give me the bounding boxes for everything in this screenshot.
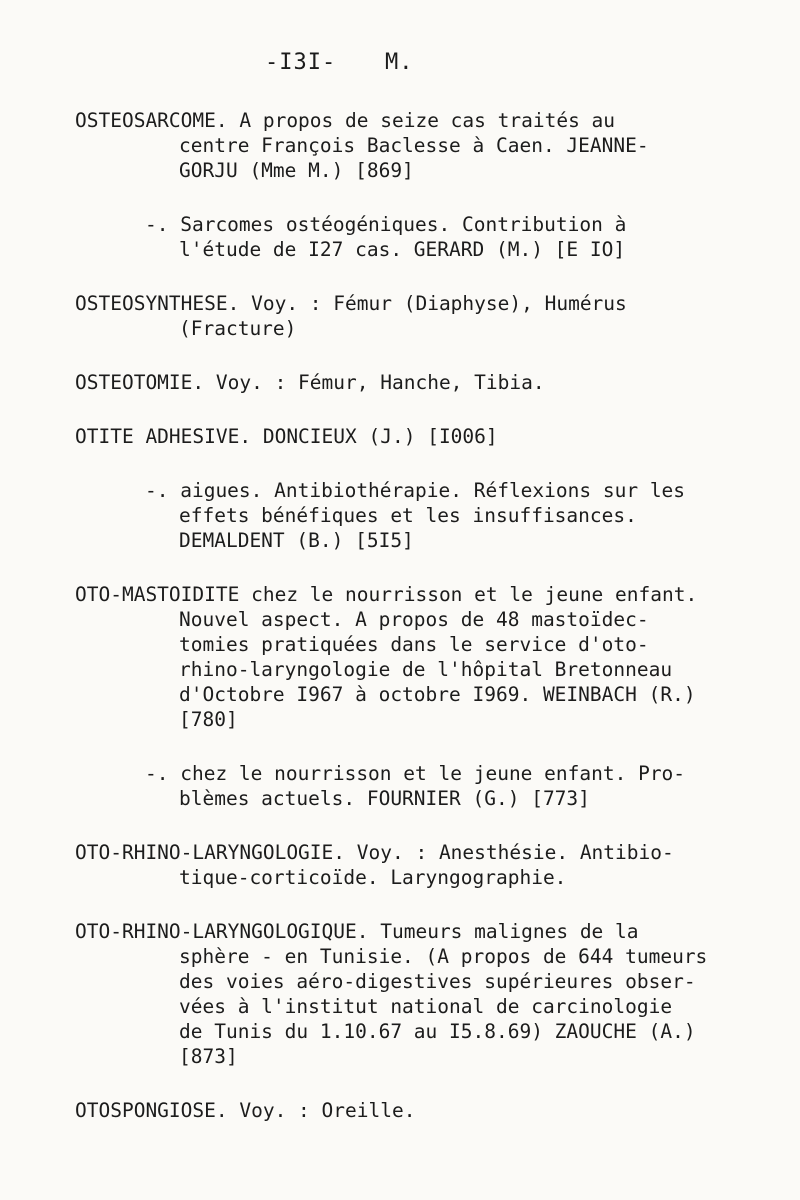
entry-line: GORJU (Mme M.) [869]: [179, 159, 414, 182]
section-letter: M.: [385, 50, 414, 75]
index-entry: [0, 582, 800, 732]
index-entry: [0, 108, 800, 183]
entry-line: tique-corticoïde. Laryngographie.: [179, 866, 567, 889]
entry-line: [873]: [179, 1045, 238, 1068]
entry-line: tomies pratiquées dans le service d'oto-: [179, 633, 649, 656]
entry-line: OTO-RHINO-LARYNGOLOGIE. Voy. : Anesthésie. Antibio-: [75, 841, 674, 864]
index-entry: [0, 840, 800, 890]
index-entry: [0, 1098, 800, 1123]
entry-line: OSTEOSYNTHESE. Voy. : Fémur (Diaphyse), Humérus: [75, 292, 627, 315]
entry-line: [780]: [179, 708, 238, 731]
index-entry: [0, 291, 800, 341]
entry-line: Nouvel aspect. A propos de 48 mastoïdec-: [179, 608, 649, 631]
entry-line: -. Sarcomes ostéogéniques. Contribution à: [145, 213, 627, 236]
entry-line: OSTEOSARCOME. A propos de seize cas traités au: [75, 109, 616, 132]
entry-line: effets bénéfiques et les insuffisances.: [179, 504, 637, 527]
index-subentry: [0, 478, 800, 553]
entry-line: des voies aéro-digestives supérieures obser-: [179, 970, 696, 993]
index-entry: [0, 424, 800, 449]
entry-line: OTO-RHINO-LARYNGOLOGIQUE. Tumeurs malignes de la: [75, 920, 639, 943]
entry-line: blèmes actuels. FOURNIER (G.) [773]: [179, 787, 590, 810]
entry-line: -. aigues. Antibiothérapie. Réflexions sur les: [145, 479, 686, 502]
index-entry: [0, 919, 800, 1069]
entry-line: rhino-laryngologie de l'hôpital Bretonneau: [179, 658, 673, 681]
entry-line: (Fracture): [179, 317, 297, 340]
entry-line: OTITE ADHESIVE. DONCIEUX (J.) [I006]: [75, 425, 498, 448]
entry-line: DEMALDENT (B.) [5I5]: [179, 529, 414, 552]
entry-line: OSTEOTOMIE. Voy. : Fémur, Hanche, Tibia.: [75, 371, 545, 394]
index-entry: [0, 370, 800, 395]
index-subentry: [0, 212, 800, 262]
entry-line: OTOSPONGIOSE. Voy. : Oreille.: [75, 1099, 416, 1122]
page-number: -I3I-: [265, 50, 337, 75]
entry-line: OTO-MASTOIDITE chez le nourrisson et le jeune enfant.: [75, 583, 698, 606]
entry-line: sphère - en Tunisie. (A propos de 644 tumeurs: [179, 945, 708, 968]
entry-line: -. chez le nourrisson et le jeune enfant. Pro-: [145, 762, 686, 785]
entry-line: vées à l'institut national de carcinologie: [179, 995, 673, 1018]
entry-line: l'étude de I27 cas. GERARD (M.) [E IO]: [179, 238, 626, 261]
entry-line: d'Octobre I967 à octobre I969. WEINBACH (R.): [179, 683, 696, 706]
index-subentry: [0, 761, 800, 811]
entry-line: centre François Baclesse à Caen. JEANNE-: [179, 134, 649, 157]
index-entries: [0, 108, 800, 1152]
entry-line: de Tunis du 1.10.67 au I5.8.69) ZAOUCHE (A.): [179, 1020, 696, 1043]
